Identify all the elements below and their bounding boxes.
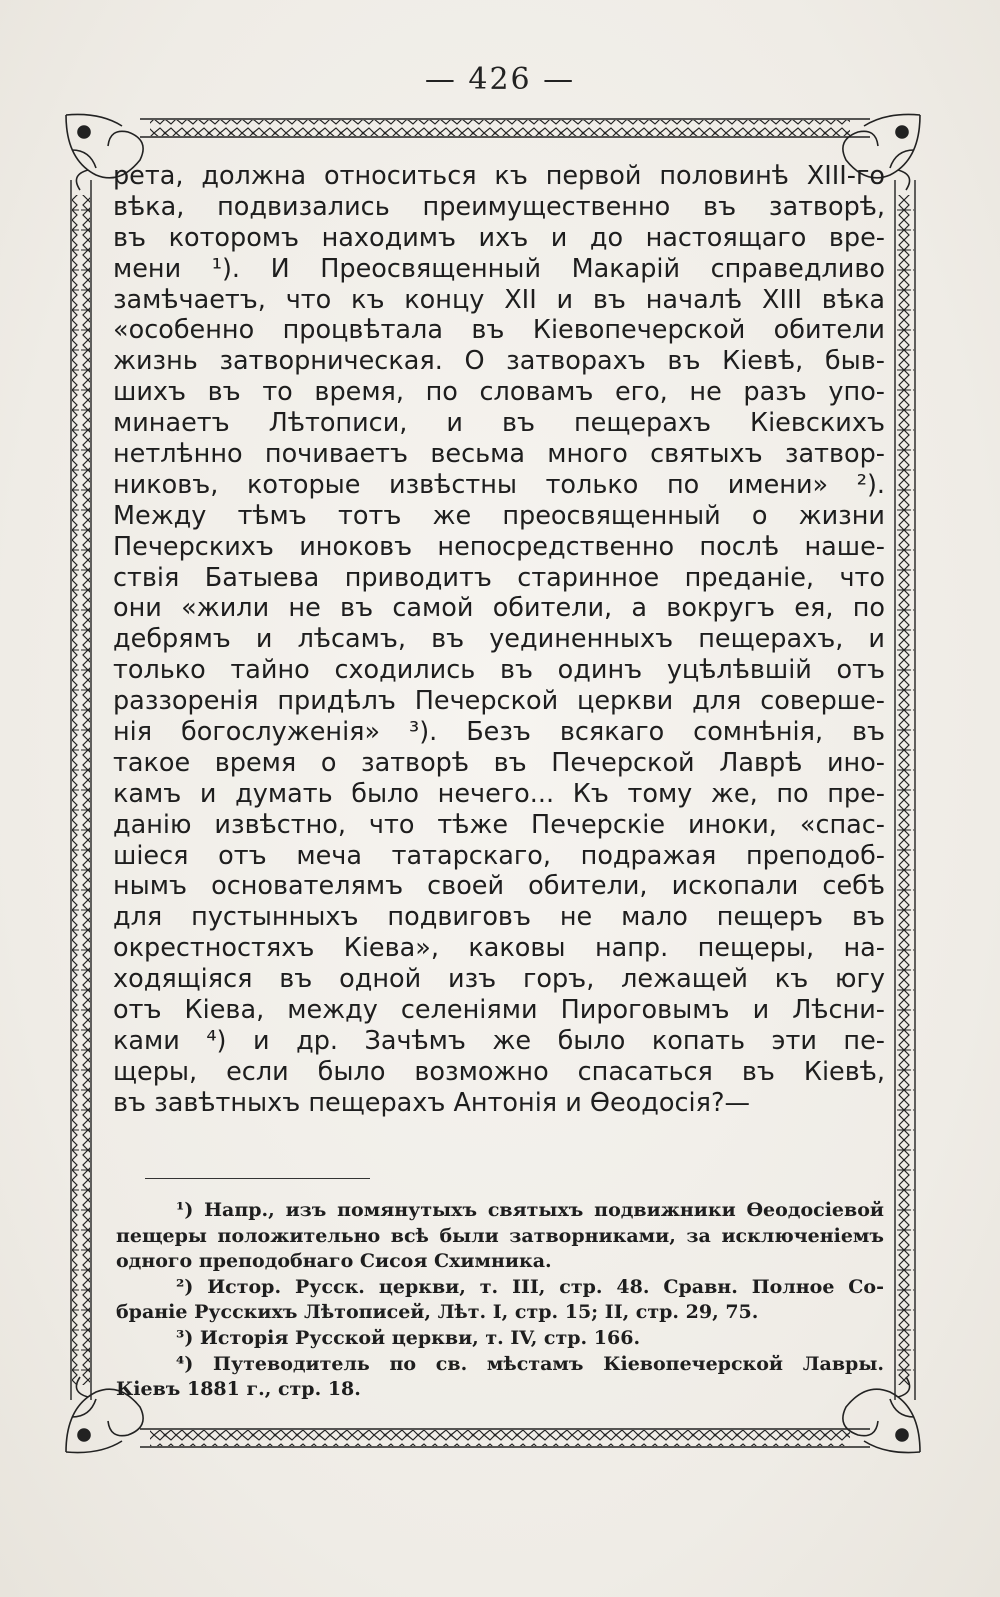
text-line: раззоренія придѣлъ Печерской церкви для соверше-	[113, 686, 885, 717]
footnote-separator	[145, 1178, 370, 1179]
text-line: для пустынныхъ подвиговъ не мало пещеръ въ	[113, 902, 885, 933]
text-line: ками ⁴) и др. Зачѣмъ же было копать эти пе-	[113, 1025, 885, 1056]
footnote-line: пещеры положительно всѣ были затворниками, за исключеніемъ	[116, 1224, 884, 1247]
text-line: камъ и думать было нечего... Къ тому же, по пре-	[113, 778, 885, 809]
text-line: нымъ основателямъ своей обители, ископали себѣ	[113, 871, 885, 902]
text-line: въ которомъ находимъ ихъ и до настоящаго вре-	[113, 222, 885, 253]
text-line: никовъ, которые извѣстны только по имени» ²).	[113, 469, 885, 500]
text-line: дебрямъ и лѣсамъ, въ уединенныхъ пещерахъ, и	[113, 624, 885, 655]
footnote-line: ²) Истор. Русск. церкви, т. III, стр. 48. Сравн. Полное Со-	[176, 1275, 884, 1298]
text-line: рета, должна относиться къ первой половинѣ XIII-го	[113, 161, 885, 191]
main-text	[113, 161, 885, 1119]
text-line: мени ¹). И Преосвященный Макарій справедливо	[113, 253, 885, 284]
text-line: вѣка, подвизались преимущественно въ затворѣ,	[113, 191, 885, 222]
text-line: нія богослуженія» ³). Безъ всякаго сомнѣнія, въ	[113, 717, 885, 748]
footnote-line: браніе Русскихъ Лѣтописей, Лѣт. I, стр. 15; II, стр. 29, 75.	[116, 1301, 759, 1324]
footnote-line: ¹) Напр., изъ помянутыхъ святыхъ подвижники Ѳеодосіевой	[176, 1199, 884, 1221]
footnotes	[116, 1198, 884, 1403]
text-line: шіеся отъ меча татарскаго, подражая преподоб-	[113, 840, 885, 871]
footnote-line: Кіевъ 1881 г., стр. 18.	[116, 1378, 361, 1401]
text-line: шихъ въ то время, по словамъ его, не разъ упо-	[113, 377, 885, 408]
text-line: щеры, если было возможно спасаться въ Кіевѣ,	[113, 1056, 885, 1087]
text-line: минаетъ Лѣтописи, и въ пещерахъ Кіевскихъ	[113, 408, 885, 439]
text-line: только тайно сходились въ одинъ уцѣлѣвшій отъ	[113, 655, 885, 686]
text-line: они «жили не въ самой обители, а вокругъ ея, по	[113, 593, 885, 624]
text-line: замѣчаетъ, что къ концу XII и въ началѣ XIII вѣка	[113, 284, 885, 315]
text-line: окрестностяхъ Кіева», каковы напр. пещеры, на-	[113, 933, 885, 964]
text-line: жизнь затворническая. О затворахъ въ Кіевѣ, быв-	[113, 346, 885, 377]
text-line: такое время о затворѣ въ Печерской Лаврѣ ино-	[113, 747, 885, 778]
page-number: — 426 —	[424, 62, 576, 97]
text-line: нетлѣнно почиваетъ весьма много святыхъ затвор-	[113, 439, 885, 470]
text-line: въ завѣтныхъ пещерахъ Антонія и Ѳеодосія?—	[113, 1087, 750, 1118]
footnote-line: одного преподобнаго Сисоя Схимника.	[116, 1250, 552, 1273]
footnote-line: ⁴) Путеводитель по св. мѣстамъ Кіевопечерской Лавры.	[176, 1352, 884, 1375]
text-line: данію извѣстно, что тѣже Печерскіе иноки, «спас-	[113, 809, 885, 840]
text-line: ствія Батыева приводитъ старинное преданіе, что	[113, 562, 885, 593]
text-line: Печерскихъ иноковъ непосредственно послѣ наше-	[113, 531, 885, 562]
text-line: Между тѣмъ тотъ же преосвященный о жизни	[113, 500, 885, 531]
text-line: отъ Кіева, между селеніями Пироговымъ и Лѣсни-	[113, 995, 885, 1026]
footnote-line: ³) Исторія Русской церкви, т. IV, стр. 166.	[176, 1326, 641, 1349]
text-line: ходящіяся въ одной изъ горъ, лежащей къ югу	[113, 964, 885, 995]
text-line: «особенно процвѣтала въ Кіевопечерской обители	[113, 315, 885, 346]
